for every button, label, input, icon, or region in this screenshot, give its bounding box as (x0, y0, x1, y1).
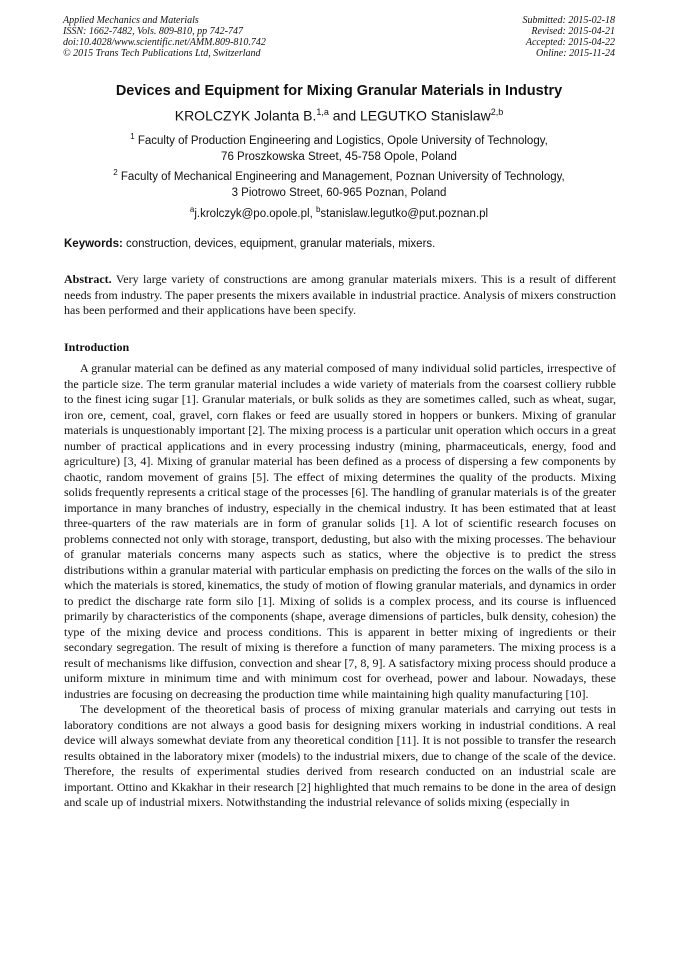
introduction-body (64, 361, 616, 811)
keywords (64, 236, 616, 252)
paper-title: Devices and Equipment for Mixing Granular Materials in Industry (115, 83, 563, 99)
keywords-label: Keywords: (64, 238, 123, 250)
online-date: Online: 2015-11-24 (536, 48, 615, 59)
submitted-date: Submitted: 2015-02-18 (522, 15, 615, 26)
paragraph: A granular material can be defined as any material composed of many individual solid particles, irrespective of the particle size. The term granular material includes a wide variety of materials from the coarsest colliery rubble to the finest icing sugar [1]. Granular materials, or bulk solids as they are sometimes called, such as wheat, sugar, iron ore, cement, coal, gravel, corn flakes or feed are usually stored in hoppers or bunkers. Mixing of granular materials is unquestionably important [2]. The mixing process is a particular unit operation which occurs in a great number of practical applications and in every processing industry (mining, pharmaceuticals, energy, food and agriculture) [3, 4]. Mixing of granular material has been defined as a process of dispersing a few components by chaotic, random movement of grains [5]. The effect of mixing determines the quality of the products. Mixing solids frequently represents a critical stage of the processes [6]. The handling of granular materials is of the greater importance in many branches of industry, especially in the chemical industry. It has been estimated that at least three-quarters of the raw materials are in form of granular solids [1]. A lot of scientific research focuses on problems connected not only with storage, transport, dedusting, but also with the mixing processes. The behaviour of granular materials concerns many aspects such as statics, where the objective is to predict the stress distributions within a granular material with particular emphasis on predicting the forces on the walls of the silo in which the materials is stored, kinematics, the study of motion of flowing granular materials, and dynamics in order to predict the discharge rate form silo [1]. Mixing of solids is a complex process, and its course is influenced primarily by characteristics of the components (shape, average dimensions of particles, bulk density, cohesion) the type of the mixing device and process conditions. This is apparent in better mixing of ingredients or their secondary segregation. The result of mixing is therefore a function of many parameters. The mixing process is a result of mechanisms like diffusion, convection and shear [7, 8, 9]. A satisfactory mixing process should produce a uniform mixture in minimum time and with minimum cost for overhead, power and labour. Nowadays, these industries are focusing on decreasing the production time while maintaining high quality manufacturing [10]. (64, 361, 616, 701)
author-line (0, 103, 678, 125)
affiliation-2 (0, 165, 678, 201)
affiliation-1-line-2: 76 Proszkowska Street, 45-758 Opole, Poland (221, 150, 457, 163)
paragraph: The development of the theoretical basis of process of mixing granular materials and carrying out tests in laboratory conditions are not always a good basis for designing mixers working in industrial conditions. A real device will always somewhat deviate from any theoretical condition [11]. It is not possible to transfer the research results obtained in the laboratory mixer (models) to the industrial mixers, due to change of the scale of the device. Therefore, the results of experimental studies derived from research conducted on an industrial scale are important. Ottino and Kkakhar in their research [2] highlighted that much remains to be done in the area of design and scale up of industrial mixers. Notwithstanding the industrial relevance of solids mixing (especially in (64, 702, 616, 809)
affiliation-1-line-1: Faculty of Production Engineering and Logistics, Opole University of Technology, (134, 134, 548, 147)
author-1-sup: 1,a (316, 107, 329, 117)
author-conjunction: and (328, 107, 361, 124)
abstract-text: Very large variety of constructions are among granular materials mixers. This is a result of different needs from industry. The paper presents the mixers available in industrial practice. Analysis of mixers construction has been performed and their applications have been specify. (64, 272, 616, 317)
issn-line: ISSN: 1662-7482, Vols. 809-810, pp 742-747 (63, 26, 243, 37)
abstract-label: Abstract. (64, 272, 112, 286)
author-1: KROLCZYK Jolanta B. (174, 107, 317, 124)
author-emails (0, 202, 678, 222)
affiliation-2-line-1: Faculty of Mechanical Engineering and Management, Poznan University of Technology, (117, 170, 565, 183)
abstract (64, 272, 616, 319)
email-a[interactable]: j.krolczyk@po.opole.pl, (194, 207, 316, 220)
revised-date: Revised: 2015-04-21 (531, 26, 615, 37)
affiliation-1 (0, 129, 678, 165)
email-b[interactable]: stanislaw.legutko@put.poznan.pl (320, 207, 489, 220)
doi-line: doi:10.4028/www.scientific.net/AMM.809-810.742 (63, 37, 266, 48)
keywords-text: construction, devices, equipment, granular materials, mixers. (122, 238, 436, 250)
journal-header-right (523, 15, 616, 59)
affiliation-1-number: 1 (130, 132, 135, 141)
journal-name: Applied Mechanics and Materials (63, 15, 199, 26)
email-a-sup: a (189, 205, 195, 214)
author-2: LEGUTKO Stanislaw (360, 107, 491, 124)
copyright-line: © 2015 Trans Tech Publications Ltd, Switzerland (63, 48, 261, 59)
author-2-sup: 2,b (490, 107, 504, 117)
journal-header-left (63, 15, 266, 59)
affiliation-2-number: 2 (113, 168, 118, 177)
affiliation-2-line-2: 3 Piotrowo Street, 60-965 Poznan, Poland (231, 186, 447, 199)
accepted-date: Accepted: 2015-04-22 (525, 37, 615, 48)
email-b-sup: b (315, 205, 321, 214)
section-heading-introduction: Introduction (64, 340, 130, 354)
